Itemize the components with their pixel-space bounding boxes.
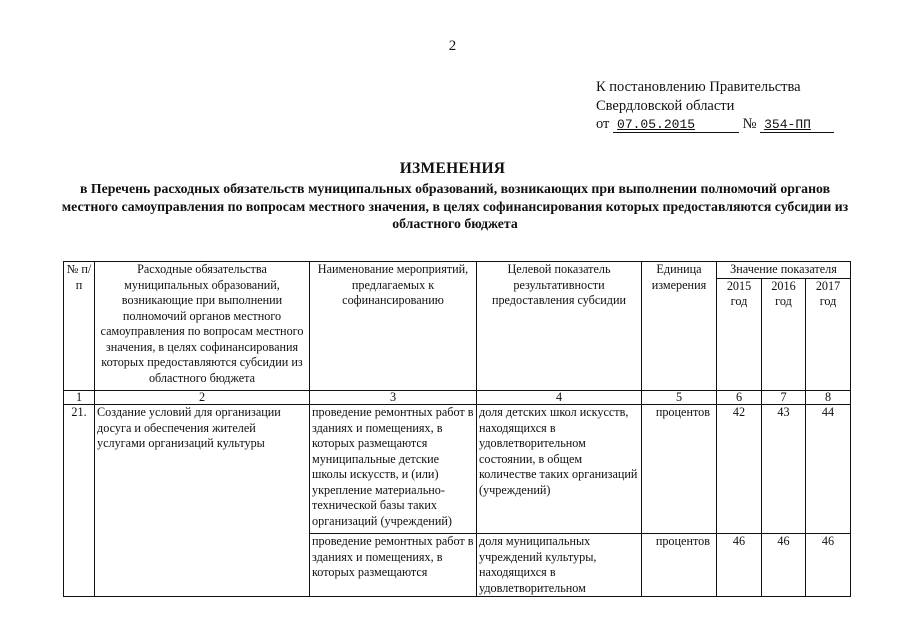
header-no: № п/п: [64, 262, 95, 391]
row-value-2015: 46: [717, 534, 762, 597]
appendix-date-line: [596, 115, 834, 134]
row-value-2017: 46: [806, 534, 851, 597]
header-year-2015: 2015 год: [717, 278, 762, 391]
appendix-line-2: Свердловской области: [596, 97, 735, 114]
header-value-group: Значение показателя: [717, 262, 851, 279]
appendix-block: [596, 78, 834, 134]
col-number: 6: [717, 391, 762, 405]
row-value-2016: 46: [762, 534, 806, 597]
row-value-2015: 42: [717, 405, 762, 534]
header-row-1: [64, 262, 851, 279]
row-measure: проведение ремонтных работ в зданиях и помещениях, в которых размещаются: [310, 534, 477, 597]
number-field: [760, 117, 834, 133]
document-subtitle: в Перечень расходных обязательств муниципальных образований, возникающих при выполнении полномочий органов местного самоуправления по вопросам местного значения, в целях софинансирования которых предоставляются субсидии из областного бюджета: [61, 181, 849, 231]
col-number: 5: [642, 391, 717, 405]
row-obligation: Создание условий для организации досуга и обеспечения жителей услугами организаций культуры: [95, 405, 310, 597]
page-number: 2: [448, 38, 457, 54]
column-number-row: [64, 391, 851, 405]
row-number: 21.: [64, 405, 95, 597]
row-unit: процентов: [642, 534, 717, 597]
row-value-2016: 43: [762, 405, 806, 534]
header-year-2017: 2017 год: [806, 278, 851, 391]
header-indicator: Целевой показатель результативности предоставления субсидии: [477, 262, 642, 391]
header-measures: Наименование мероприятий, предлагаемых к софинансированию: [310, 262, 477, 391]
col-number: 2: [95, 391, 310, 405]
row-measure: проведение ремонтных работ в зданиях и помещениях, в которых размещаются муниципальные детские школы искусств, и (или) укрепление материально-технической базы таких организаций (учреждений): [310, 405, 477, 534]
date-value: 07.05.2015: [617, 117, 696, 132]
document-title: ИЗМЕНЕНИЯ: [399, 160, 506, 177]
number-value: 354-ПП: [764, 117, 811, 132]
row-indicator: доля муниципальных учреждений культуры, находящихся в удовлетворительном: [477, 534, 642, 597]
date-prefix: от: [596, 116, 610, 132]
obligations-table: [63, 261, 851, 597]
appendix-line-1: К постановлению Правительства: [596, 79, 801, 95]
col-number: 4: [477, 391, 642, 405]
table-row: [64, 405, 851, 534]
header-unit: Единица измерения: [642, 262, 717, 391]
col-number: 1: [64, 391, 95, 405]
col-number: 8: [806, 391, 851, 405]
col-number: 3: [310, 391, 477, 405]
number-prefix: №: [742, 116, 757, 132]
date-field: [613, 117, 739, 133]
header-obligation: Расходные обязательства муниципальных образований, возникающие при выполнении полномочий органов местного самоуправления по вопросам местного значения, в целях софинансирования которых предоставляются субсидии из областного бюджета: [95, 262, 310, 391]
row-indicator: доля детских школ искусств, находящихся в удовлетворительном состоянии, в общем количестве таких организаций (учреждений): [477, 405, 642, 534]
col-number: 7: [762, 391, 806, 405]
row-value-2017: 44: [806, 405, 851, 534]
header-year-2016: 2016 год: [762, 278, 806, 391]
row-unit: процентов: [642, 405, 717, 534]
